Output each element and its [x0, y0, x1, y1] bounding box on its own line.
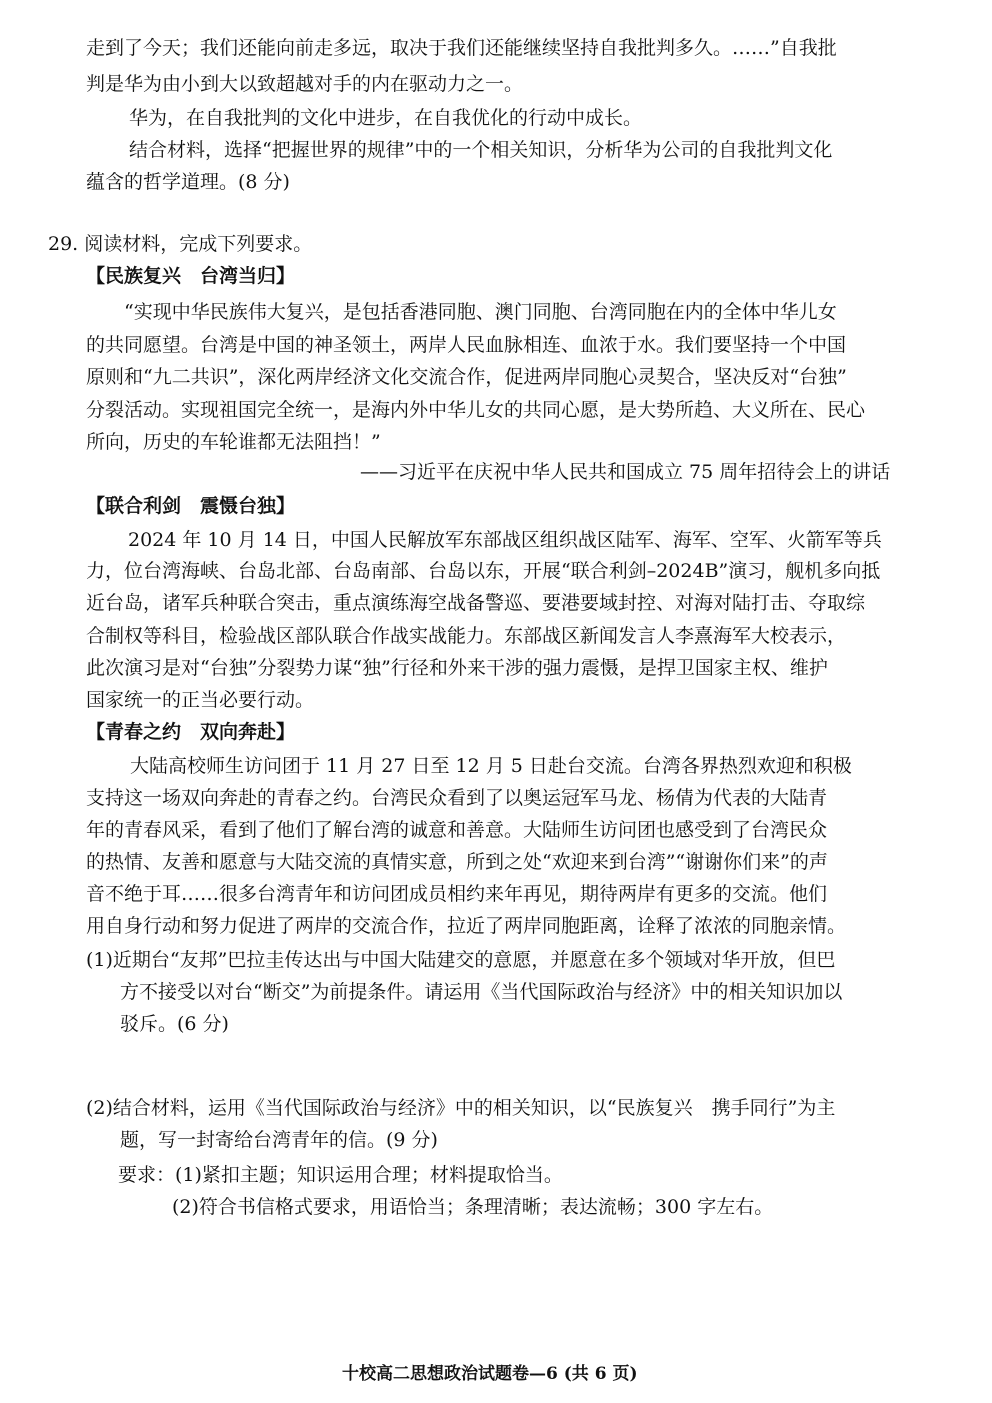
text-line: 判是华为由小到大以致超越对手的内在驱动力之一。 [86, 73, 524, 95]
section-heading: 【青春之约 双向奔赴】 [86, 721, 296, 743]
section-heading: 【联合利剑 震慑台独】 [86, 495, 296, 517]
text-line: 题，写一封寄给台湾青年的信。(9 分) [120, 1129, 438, 1151]
text-line: 国家统一的正当必要行动。 [86, 689, 315, 711]
question-title: 29. 阅读材料，完成下列要求。 [48, 233, 313, 255]
text-line: 2024 年 10 月 14 日，中国人民解放军东部战区组织战区陆军、海军、空军、火箭军等兵 [128, 529, 882, 551]
text-line: 的共同愿望。台湾是中国的神圣领土，两岸人民血脉相连、血浓于水。我们要坚持一个中国 [86, 334, 847, 356]
text-line: 此次演习是对“台独”分裂势力谋“独”行径和外来干涉的强力震慑，是捍卫国家主权、维护 [86, 657, 828, 679]
text-line: 方不接受以对台“断交”为前提条件。请运用《当代国际政治与经济》中的相关知识加以 [120, 981, 843, 1003]
text-line: 所向，历史的车轮谁都无法阻挡！” [86, 431, 381, 453]
requirement-2: (2)符合书信格式要求，用语恰当；条理清晰；表达流畅；300 字左右。 [172, 1196, 774, 1218]
text-line: 驳斥。(6 分) [120, 1013, 229, 1035]
text-line: (1)近期台“友邦”巴拉圭传达出与中国大陆建交的意愿，并愿意在多个领域对华开放，但巴 [86, 949, 836, 971]
section-heading: 【民族复兴 台湾当归】 [86, 265, 296, 287]
page-footer: 十校高二思想政治试题卷—6 (共 6 页) [342, 1364, 638, 1384]
requirement-1: 要求：(1)紧扣主题；知识运用合理；材料提取恰当。 [118, 1164, 563, 1186]
text-line: 音不绝于耳……很多台湾青年和访问团成员相约来年再见，期待两岸有更多的交流。他们 [86, 883, 828, 905]
text-line: 用自身行动和努力促进了两岸的交流合作，拉近了两岸同胞距离，诠释了浓浓的同胞亲情。 [86, 915, 847, 937]
text-line: 近台岛，诸军兵种联合突击，重点演练海空战备警巡、要港要域封控、对海对陆打击、夺取综 [86, 592, 866, 614]
text-line: 大陆高校师生访问团于 11 月 27 日至 12 月 5 日赴台交流。台湾各界热烈欢迎和积极 [130, 755, 852, 777]
source-attribution: ——习近平在庆祝中华人民共和国成立 75 周年招待会上的讲话 [360, 461, 891, 483]
text-line: 分裂活动。实现祖国完全统一，是海内外中华儿女的共同心愿，是大势所趋、大义所在、民心 [86, 399, 866, 421]
text-line: 华为，在自我批判的文化中进步，在自我优化的行动中成长。 [129, 107, 643, 129]
text-line: 力，位台湾海峡、台岛北部、台岛南部、台岛以东，开展“联合利剑–2024B”演习，舰机多向抵 [86, 560, 881, 582]
text-line: 走到了今天；我们还能向前走多远，取决于我们还能继续坚持自我批判多久。……”自我批 [86, 37, 837, 59]
text-line: “实现中华民族伟大复兴，是包括香港同胞、澳门同胞、台湾同胞在内的全体中华儿女 [124, 301, 837, 323]
text-line: 蕴含的哲学道理。(8 分) [86, 171, 290, 193]
text-line: 合制权等科目，检验战区部队联合作战实战能力。东部战区新闻发言人李熹海军大校表示， [86, 625, 847, 647]
text-line: 年的青春风采，看到了他们了解台湾的诚意和善意。大陆师生访问团也感受到了台湾民众 [86, 819, 828, 841]
text-line: 原则和“九二共识”，深化两岸经济文化交流合作，促进两岸同胞心灵契合，坚决反对“台独” [86, 366, 847, 388]
text-line: 的热情、友善和愿意与大陆交流的真情实意，所到之处“欢迎来到台湾”“谢谢你们来”的声 [86, 851, 828, 873]
text-line: 支持这一场双向奔赴的青春之约。台湾民众看到了以奥运冠军马龙、杨倩为代表的大陆青 [86, 787, 828, 809]
text-line: (2)结合材料，运用《当代国际政治与经济》中的相关知识，以“民族复兴 携手同行”为主 [86, 1097, 836, 1119]
text-line: 结合材料，选择“把握世界的规律”中的一个相关知识，分析华为公司的自我批判文化 [129, 139, 833, 161]
